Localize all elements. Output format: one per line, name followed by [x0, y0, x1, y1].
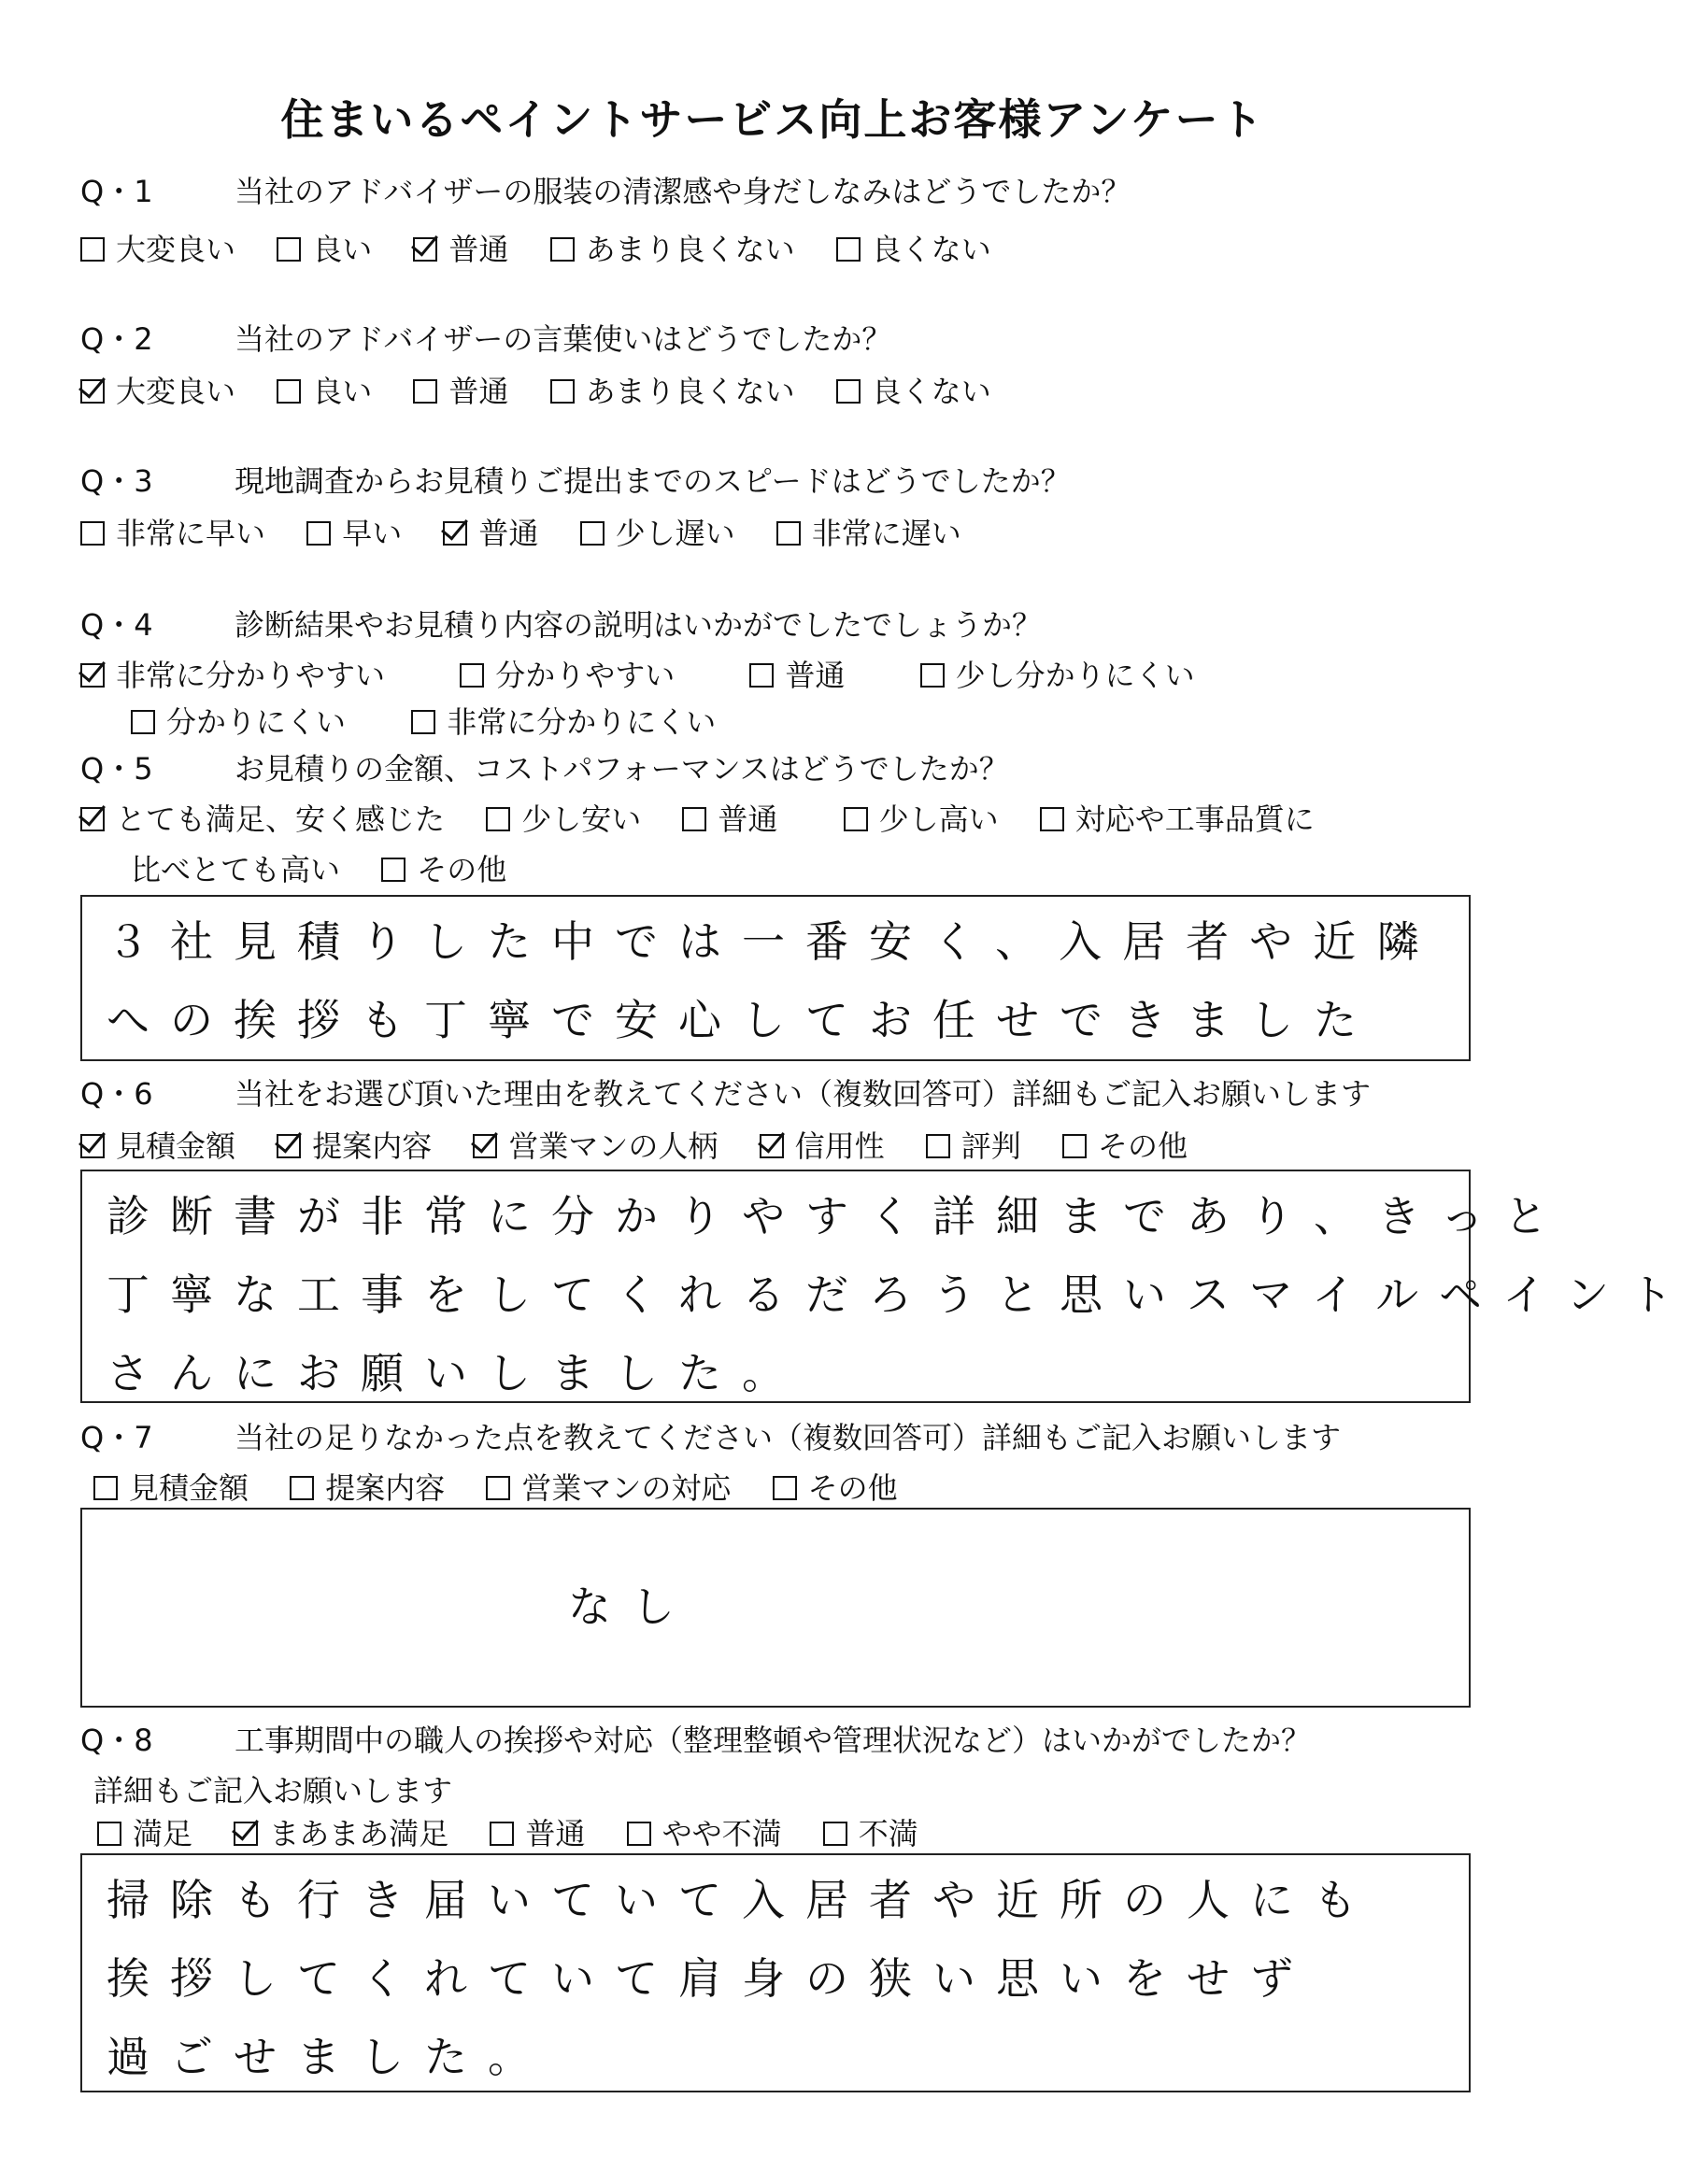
q3-option-2[interactable]: 普通: [443, 510, 538, 553]
q6-option-0[interactable]: 見積金額: [80, 1123, 235, 1166]
checkbox-icon[interactable]: [80, 521, 105, 546]
checkbox-icon[interactable]: [682, 807, 706, 831]
q5-option-2[interactable]: 普通: [682, 796, 777, 839]
q1-options: [80, 226, 1023, 269]
question-7: [80, 1414, 1341, 1457]
checkbox-icon[interactable]: [97, 1822, 121, 1846]
answer-line: 挨拶してくれていて肩身の狭い思いをせず: [107, 1953, 1314, 2004]
q2-option-0[interactable]: 大変良い: [80, 368, 235, 411]
checkbox-icon[interactable]: [277, 237, 301, 262]
question-number: Q・3: [80, 463, 153, 499]
question-text: 診断結果やお見積り内容の説明はいかがでしたでしょうか？: [235, 607, 1043, 643]
question-number: Q・6: [80, 1076, 153, 1112]
q5-option-4[interactable]: 対応や工事品質に: [1040, 796, 1315, 839]
checkbox-icon[interactable]: [580, 521, 605, 546]
q4-option-2[interactable]: 普通: [749, 652, 845, 695]
answer-line: さんにお願いしました。: [107, 1348, 805, 1398]
q1-option-1[interactable]: 良い: [277, 226, 372, 269]
checkbox-icon[interactable]: [80, 663, 105, 688]
q3-option-3[interactable]: 少し遅い: [580, 510, 735, 553]
checkbox-icon[interactable]: [131, 710, 155, 734]
q4-option-5[interactable]: 非常に分かりにくい: [411, 699, 716, 742]
q4-options: [80, 652, 1227, 695]
question-6: [80, 1071, 1371, 1113]
checkbox-icon[interactable]: [290, 1476, 314, 1500]
checkbox-icon[interactable]: [627, 1822, 651, 1846]
checkbox-icon[interactable]: [1062, 1134, 1087, 1158]
q6-option-2[interactable]: 営業マンの人柄: [473, 1123, 718, 1166]
q7-option-3[interactable]: その他: [773, 1465, 898, 1508]
question-8: [80, 1717, 1311, 1760]
checkbox-icon[interactable]: [1040, 807, 1064, 831]
q6-option-3[interactable]: 信用性: [760, 1123, 885, 1166]
q1-option-3[interactable]: あまり良くない: [550, 226, 795, 269]
checkbox-icon[interactable]: [80, 1134, 105, 1158]
checkbox-icon[interactable]: [80, 807, 105, 831]
question-text: 当社のアドバイザーの言葉使いはどうでしたか？: [235, 321, 892, 357]
q2-options: [80, 368, 1023, 411]
checkbox-icon[interactable]: [550, 379, 575, 404]
q5-answer-box[interactable]: [80, 895, 1471, 1061]
q2-option-3[interactable]: あまり良くない: [550, 368, 795, 411]
question-5: [80, 745, 1009, 788]
q6-option-4[interactable]: 評判: [926, 1123, 1021, 1166]
q8-option-3[interactable]: やや不満: [627, 1810, 782, 1853]
q5-options-row2: [131, 846, 538, 889]
q4-option-3[interactable]: 少し分かりにくい: [920, 652, 1195, 695]
q3-options: [80, 510, 993, 553]
answer-line: 掃除も行き届いていて入居者や近所の人にも: [107, 1875, 1377, 1925]
checkbox-icon[interactable]: [486, 807, 510, 831]
q3-option-1[interactable]: 早い: [306, 510, 402, 553]
q3-option-0[interactable]: 非常に早い: [80, 510, 265, 553]
question-number: Q・5: [80, 751, 153, 787]
question-number: Q・1: [80, 174, 153, 209]
q1-option-4[interactable]: 良くない: [836, 226, 991, 269]
q1-option-2[interactable]: 普通: [413, 226, 508, 269]
q7-option-1[interactable]: 提案内容: [290, 1465, 445, 1508]
checkbox-icon[interactable]: [836, 237, 861, 262]
checkbox-icon[interactable]: [773, 1476, 797, 1500]
question-1: [80, 168, 1131, 211]
question-text: 当社のアドバイザーの服装の清潔感や身だしなみはどうでしたか？: [235, 174, 1131, 209]
q5-option-0[interactable]: とても満足、安く感じた: [80, 796, 445, 839]
q4-option-0[interactable]: 非常に分かりやすい: [80, 652, 385, 695]
answer-line: への挨拶も丁寧で安心してお任せできました: [107, 995, 1377, 1045]
checkbox-icon[interactable]: [836, 379, 861, 404]
question-8-sub: 詳細もご記入お願いします: [93, 1773, 453, 1808]
q2-option-4[interactable]: 良くない: [836, 368, 991, 411]
checkbox-icon[interactable]: [926, 1134, 950, 1158]
checkbox-icon[interactable]: [823, 1822, 847, 1846]
q4-options-row2: [131, 699, 747, 742]
q7-option-2[interactable]: 営業マンの対応: [486, 1465, 731, 1508]
checkbox-icon[interactable]: [550, 237, 575, 262]
question-2: [80, 316, 891, 359]
q4-option-4[interactable]: 分かりにくい: [131, 699, 346, 742]
q5-option-4-cont: 比べとても高い: [131, 852, 341, 887]
q8-option-0[interactable]: 満足: [97, 1810, 192, 1853]
q1-option-0[interactable]: 大変良い: [80, 226, 235, 269]
q6-option-1[interactable]: 提案内容: [277, 1123, 432, 1166]
checkbox-icon[interactable]: [93, 1476, 118, 1500]
checkbox-icon[interactable]: [460, 663, 484, 688]
q8-option-4[interactable]: 不満: [823, 1810, 918, 1853]
q5-option-1[interactable]: 少し安い: [486, 796, 641, 839]
checkbox-icon[interactable]: [490, 1822, 514, 1846]
question-number: Q・2: [80, 321, 153, 357]
checkbox-icon[interactable]: [277, 379, 301, 404]
q3-option-4[interactable]: 非常に遅い: [776, 510, 961, 553]
q5-options: [80, 796, 1315, 839]
q6-options: [80, 1123, 1219, 1166]
q4-option-1[interactable]: 分かりやすい: [460, 652, 675, 695]
q8-options: [97, 1810, 950, 1853]
q2-option-2[interactable]: 普通: [413, 368, 508, 411]
q6-option-5[interactable]: その他: [1062, 1123, 1188, 1166]
checkbox-icon[interactable]: [844, 807, 868, 831]
q5-option-3[interactable]: 少し高い: [844, 796, 999, 839]
question-text: 工事期間中の職人の挨拶や対応（整理整頓や管理状況など）はいかがでしたか？: [235, 1723, 1312, 1758]
checkbox-icon[interactable]: [749, 663, 774, 688]
checkbox-icon[interactable]: [486, 1476, 510, 1500]
q8-option-2[interactable]: 普通: [490, 1810, 585, 1853]
q7-option-0[interactable]: 見積金額: [93, 1465, 249, 1508]
checkbox-icon[interactable]: [80, 237, 105, 262]
checkbox-icon[interactable]: [413, 237, 437, 262]
checkbox-icon[interactable]: [413, 379, 437, 404]
checkbox-icon[interactable]: [306, 521, 331, 546]
question-4: [80, 602, 1042, 645]
answer-line: 診断書が非常に分かりやすく詳細まであり、きっと: [107, 1191, 1568, 1241]
q8-option-1[interactable]: まあまあ満足: [234, 1810, 448, 1853]
answer-line: ３社見積りした中では一番安く、入居者や近隣: [107, 916, 1441, 967]
checkbox-icon[interactable]: [760, 1134, 784, 1158]
answer-line: なし: [568, 1581, 695, 1632]
q8-answer-box[interactable]: [80, 1853, 1471, 2092]
question-number: Q・7: [80, 1420, 153, 1455]
question-text: 当社をお選び頂いた理由を教えてください（複数回答可）詳細もご記入お願いします: [235, 1076, 1372, 1112]
checkbox-icon[interactable]: [776, 521, 801, 546]
question-text: 現地調査からお見積りご提出までのスピードはどうでしたか？: [235, 463, 1071, 499]
question-number: Q・8: [80, 1723, 153, 1758]
survey-title: 住まいるペイントサービス向上お客様アンケート: [280, 94, 1265, 145]
checkbox-icon[interactable]: [473, 1134, 497, 1158]
checkbox-icon[interactable]: [411, 710, 435, 734]
answer-line: 過ごせました。: [107, 2032, 551, 2082]
checkbox-icon[interactable]: [920, 663, 945, 688]
checkbox-icon[interactable]: [381, 858, 405, 882]
q6-answer-box[interactable]: [80, 1170, 1693, 1403]
q7-options: [93, 1465, 930, 1508]
question-text: お見積りの金額、コストパフォーマンスはどうでしたか？: [235, 751, 1009, 787]
checkbox-icon[interactable]: [234, 1822, 258, 1846]
question-text: 当社の足りなかった点を教えてください（複数回答可）詳細もご記入お願いします: [235, 1420, 1342, 1455]
q2-option-1[interactable]: 良い: [277, 368, 372, 411]
answer-line: 丁寧な工事をしてくれるだろうと思いスマイルペイント: [107, 1269, 1693, 1320]
checkbox-icon[interactable]: [277, 1134, 301, 1158]
checkbox-icon[interactable]: [80, 379, 105, 404]
question-3: [80, 458, 1071, 501]
q5-option-6[interactable]: その他: [381, 846, 506, 889]
checkbox-icon[interactable]: [443, 521, 467, 546]
q7-answer-box[interactable]: [80, 1508, 1471, 1708]
question-number: Q・4: [80, 607, 153, 643]
